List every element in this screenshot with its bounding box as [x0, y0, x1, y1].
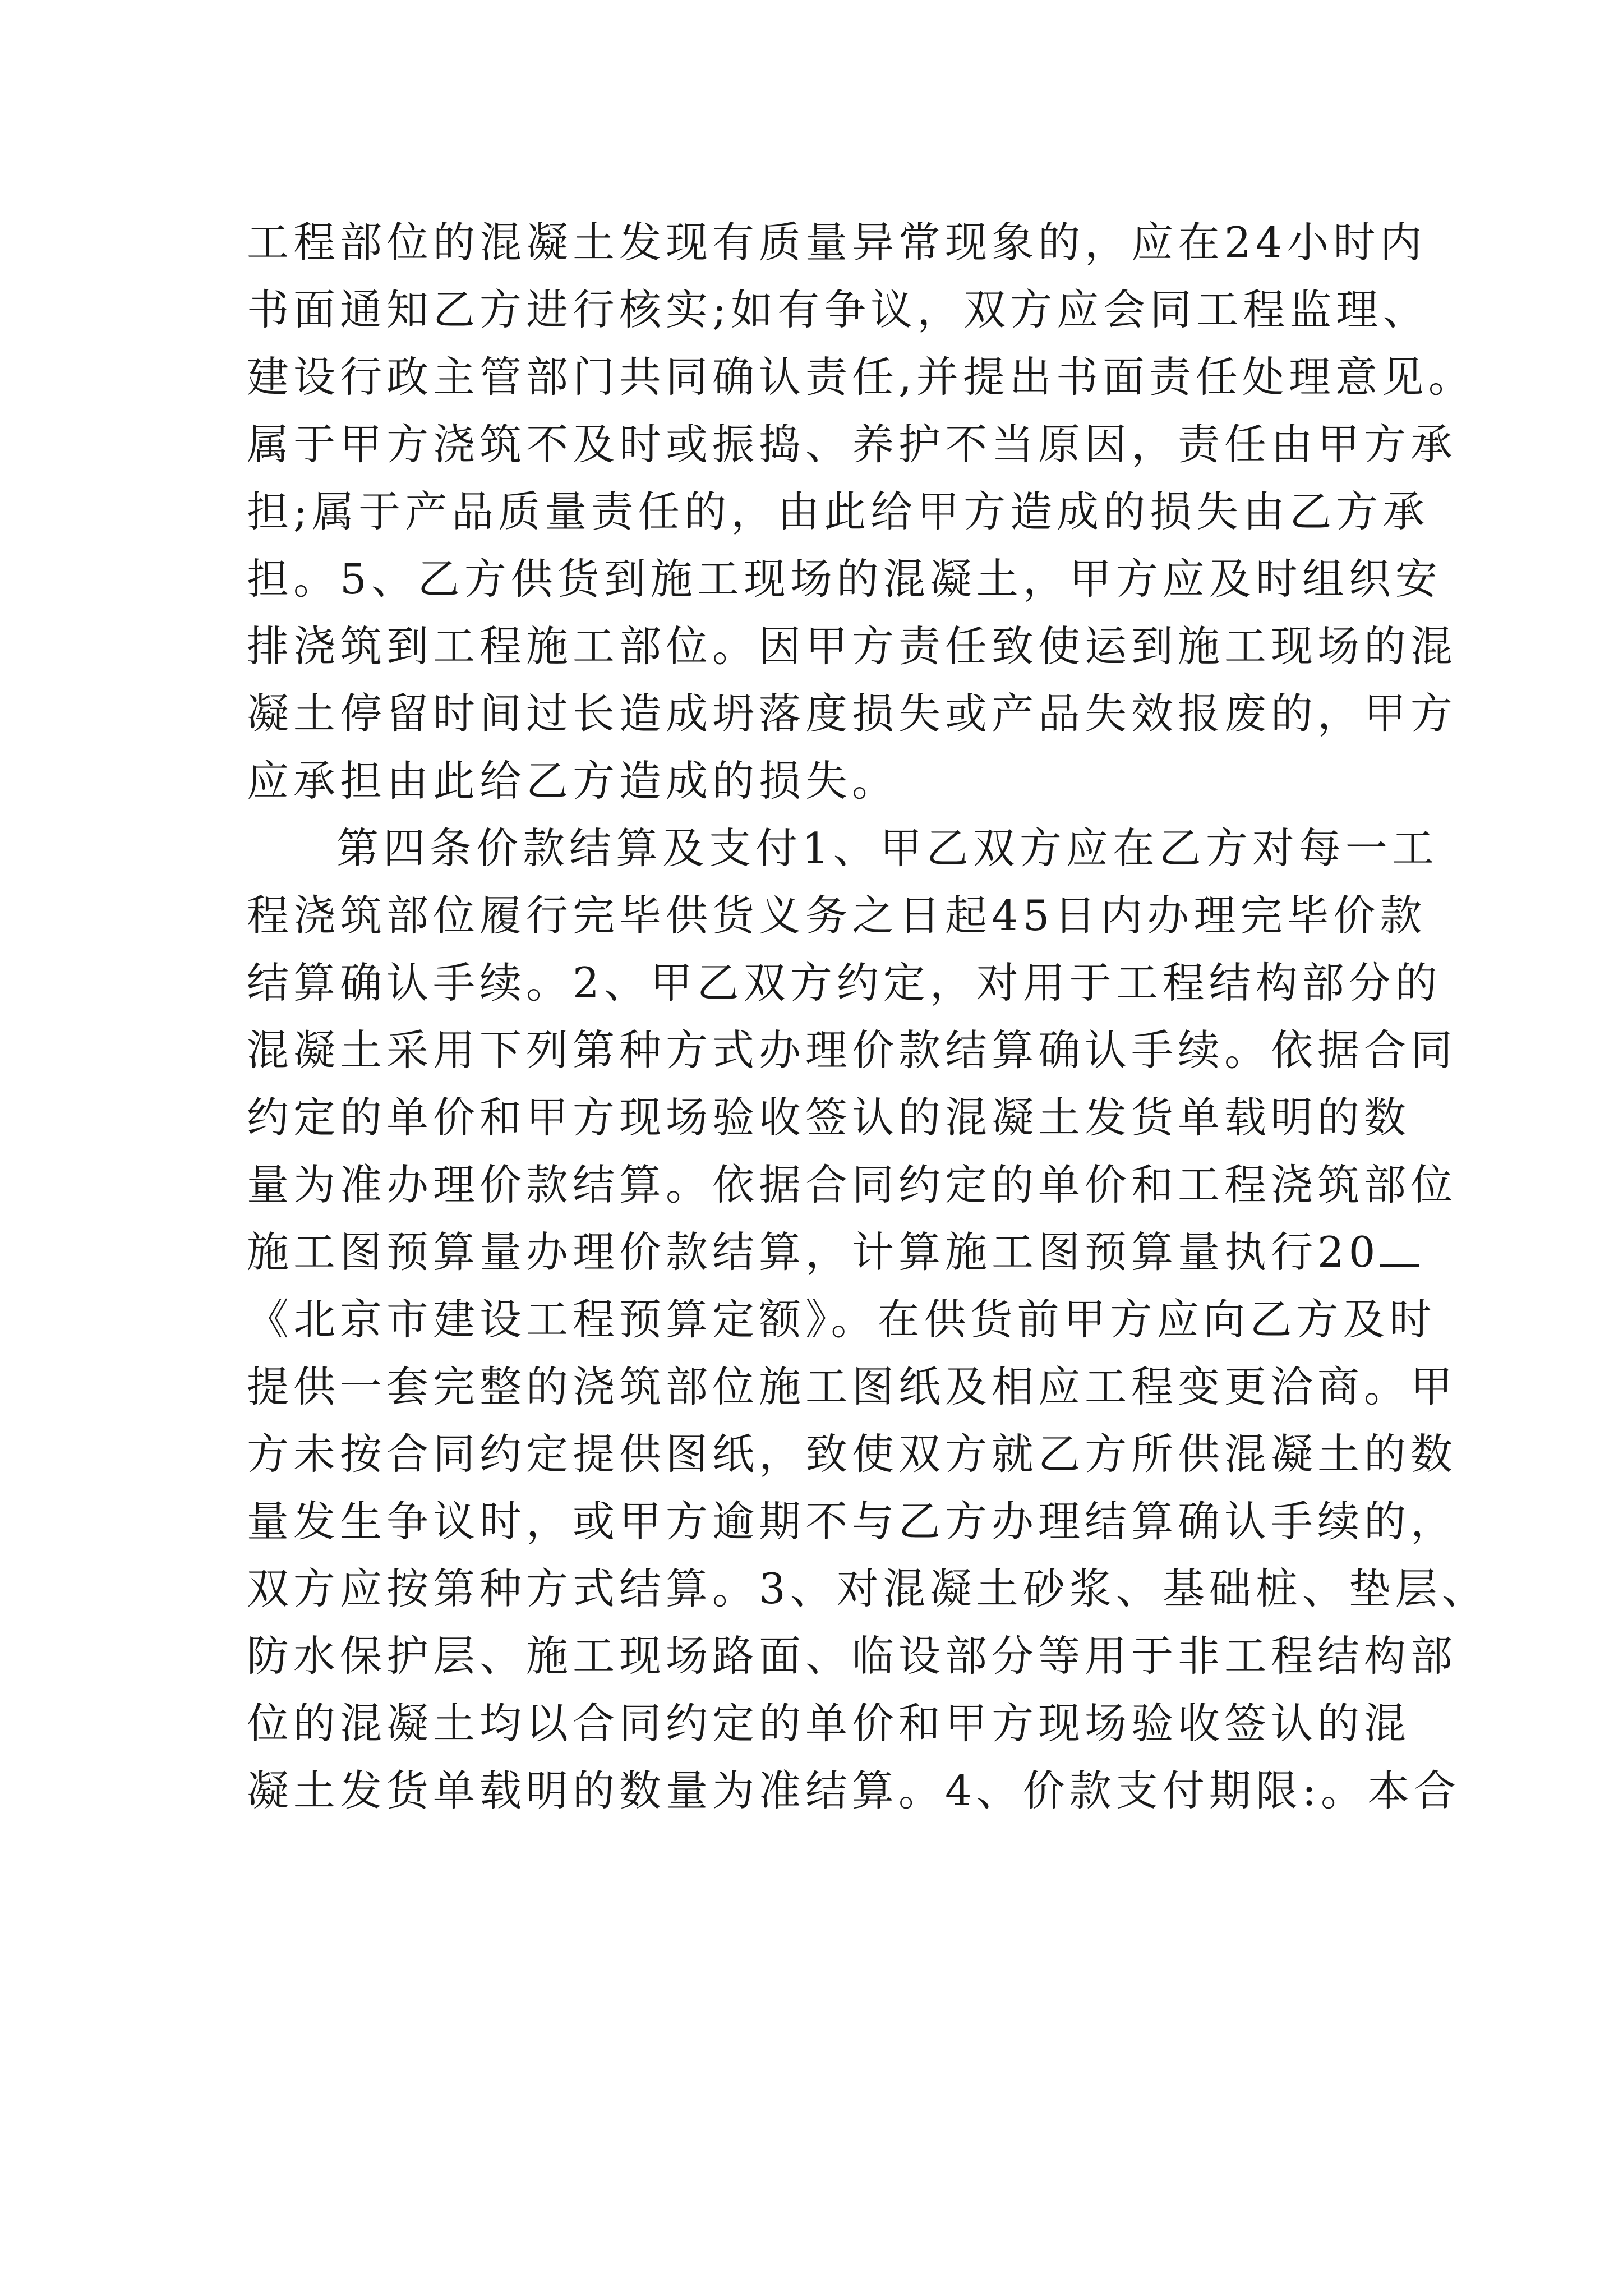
text-line-20: 量发生争议时，或甲方逾期不与乙方办理结算确认手续的， [247, 1497, 1458, 1546]
text-line-22: 防水保护层、施工现场路面、临设部分等用于非工程结构部 [247, 1631, 1458, 1681]
text-line-4: 属于甲方浇筑不及时或振捣、养护不当原因，责任由甲方承 [247, 420, 1458, 469]
text-line-24: 凝土发货单载明的数量为准结算。4、价款支付期限:。本合 [247, 1766, 1460, 1815]
contract-body-text [247, 209, 1488, 1824]
text-line-12: 结算确认手续。2、甲乙双方约定，对用于工程结构部分的 [247, 958, 1442, 1007]
text-line-21: 双方应按第种方式结算。3、对混凝土砂浆、基础桩、垫层、 [247, 1564, 1488, 1613]
text-line-19: 方未按合同约定提供图纸，致使双方就乙方所供混凝土的数 [247, 1429, 1458, 1479]
text-line-17: 《北京市建设工程预算定额》。在供货前甲方应向乙方及时 [247, 1295, 1436, 1344]
text-line-13: 混凝土采用下列第种方式办理价款结算确认手续。依据合同 [247, 1025, 1458, 1075]
text-line-9: 应承担由此给乙方造成的损失。 [247, 756, 899, 806]
text-line-8: 凝土停留时间过长造成坍落度损失或产品失效报废的，甲方 [247, 689, 1458, 738]
text-line-1: 工程部位的混凝土发现有质量异常现象的，应在24小时内 [247, 218, 1427, 267]
text-line-15: 量为准办理价款结算。依据合同约定的单价和工程浇筑部位 [247, 1160, 1458, 1209]
text-line-18: 提供一套完整的浇筑部位施工图纸及相应工程变更洽商。甲 [247, 1362, 1458, 1411]
text-line-11: 程浇筑部位履行完毕供货义务之日起45日内办理完毕价款 [247, 891, 1427, 940]
text-line-7: 排浇筑到工程施工部位。因甲方责任致使运到施工现场的混 [247, 622, 1458, 671]
text-line-16: 施工图预算量办理价款结算，计算施工图预算量执行20 [247, 1227, 1380, 1277]
paragraph-start-article-4: 第四条价款结算及支付1、甲乙双方应在乙方对每一工 [336, 823, 1438, 873]
text-line-16-with-blank [247, 1218, 1402, 1286]
text-line-14: 约定的单价和甲方现场验收签认的混凝土发货单载明的数 [247, 1093, 1411, 1142]
text-line-23: 位的混凝土均以合同约定的单价和甲方现场验收签认的混 [247, 1699, 1411, 1748]
text-line-2: 书面通知乙方进行核实;如有争议，双方应会同工程监理、 [247, 285, 1430, 334]
text-line-5: 担;属于产品质量责任的，由此给甲方造成的损失由乙方承 [247, 487, 1430, 536]
text-line-6: 担。5、乙方供货到施工现场的混凝土，甲方应及时组织安 [247, 554, 1442, 604]
text-line-3: 建设行政主管部门共同确认责任,并提出书面责任处理意见。 [247, 352, 1475, 402]
year-blank [1380, 1228, 1419, 1267]
